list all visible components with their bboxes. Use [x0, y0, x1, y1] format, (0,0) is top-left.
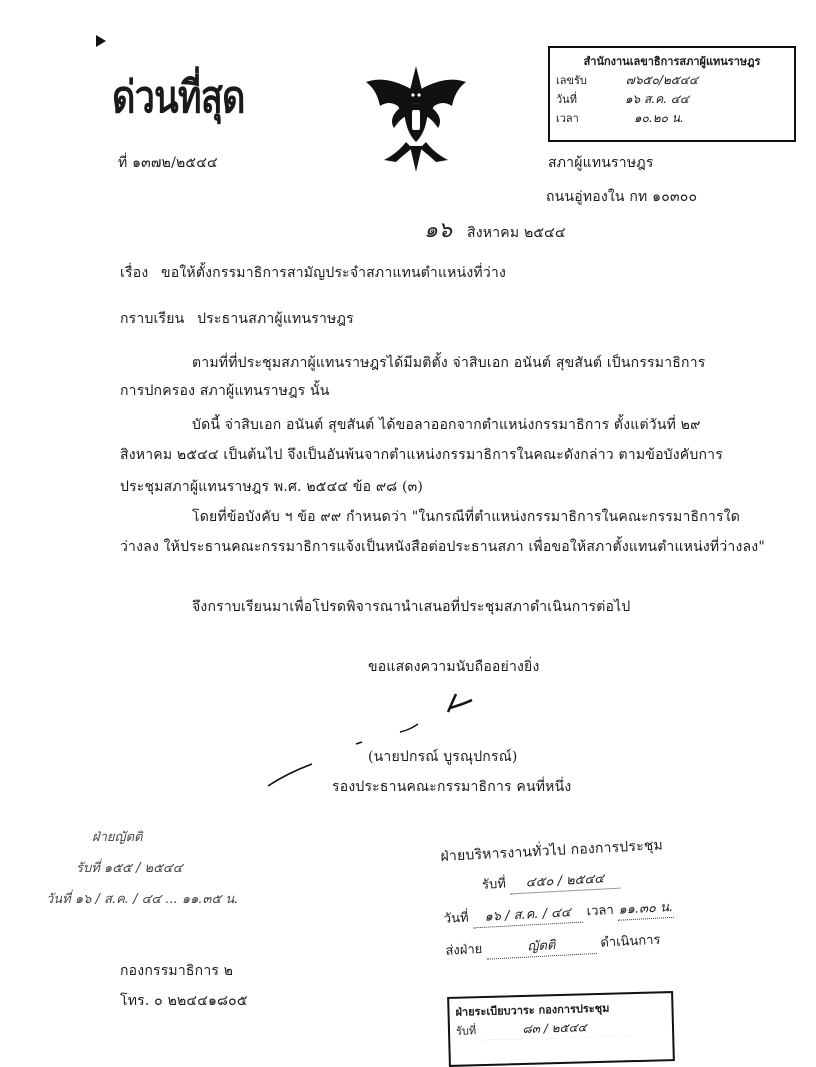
receipt-stamp-time-label: เวลา	[556, 112, 579, 125]
subject-label: เรื่อง	[120, 265, 149, 281]
paragraph-1-line-1: ตามที่ที่ประชุมสภาผู้แทนราษฎรได้มีมติตั้ง จ่าสิบเอก อนันต์ สุขสันต์ เป็นกรรมาธิการ	[192, 355, 706, 371]
subject-text: ขอให้ตั้งกรรมาธิการสามัญประจำสภาแทนตำแหน่งที่ว่าง	[161, 265, 507, 281]
paragraph-3-line-1: โดยที่ข้อบังคับ ฯ ข้อ ๙๙ กำหนดว่า "ในกรณีที่ตำแหน่งกรรมาธิการในคณะกรรมาธิการใด	[192, 509, 741, 525]
signer-name: (นายปกรณ์ บูรณุปกรณ์)	[368, 749, 518, 765]
right-annotation-date-label: วันที่	[443, 910, 469, 927]
subject-line	[120, 262, 506, 284]
date-month-year: สิงหาคม ๒๕๔๔	[467, 225, 566, 241]
paragraph-2-line-1: บัดนี้ จ่าสิบเอก อนันต์ สุขสันต์ ได้ขอลาออกจากตำแหน่งกรรมาธิการ ตั้งแต่วันที่ ๒๙	[192, 417, 701, 433]
paragraph-3-line-2: ว่างลง ให้ประธานคณะกรรมาธิการแจ้งเป็นหนังสือต่อประธานสภา เพื่อขอให้สภาตั้งแทนตำแหน่งที่ว่างลง"	[120, 539, 765, 555]
urgency-title: ด่วนที่สุด	[112, 72, 245, 123]
left-annotation-line-3: วันที่ ๑๖ / ส.ค. / ๔๔ ... ๑๑.๓๕ น.	[46, 892, 239, 907]
org-address: ถนนอู่ทองใน กท ๑๐๓๐๐	[546, 189, 698, 205]
right-annotation-no-label: รับที่	[481, 876, 507, 893]
agenda-stamp-no-label: รับที่	[455, 1024, 477, 1038]
right-annotation-line-1: ฝ่ายบริหารงานทั่วไป กองการประชุม	[440, 837, 664, 865]
receipt-stamp-date-value: ๑๖ ส.ค. ๔๔	[577, 90, 737, 109]
paragraph-4: จึงกราบเรียนมาเพื่อโปรดพิจารณานำเสนอที่ประชุมสภาดำเนินการต่อไป	[192, 599, 631, 615]
right-annotation-time-label: เวลา	[586, 903, 615, 920]
date-day: ๑๖	[424, 218, 452, 243]
salutation-line	[120, 308, 354, 330]
agenda-stamp-title: ฝ่ายระเบียบวาระ กองการประชุม	[455, 1001, 610, 1019]
left-annotation	[46, 826, 238, 909]
left-annotation-line-1: ฝ่ายญัตติ	[92, 830, 143, 845]
right-annotation-date-value: ๑๖ / ส.ค. / ๔๔	[472, 901, 583, 929]
paragraph-2-line-3: ประชุมสภาผู้แทนราษฎร พ.ศ. ๒๕๔๔ ข้อ ๙๘ (๓)	[120, 479, 424, 495]
paragraph-2-line-2: สิงหาคม ๒๕๔๔ เป็นต้นไป จึงเป็นอันพ้นจากตำแหน่งกรรมาธิการในคณะดังกล่าว ตามข้อบังคับการ	[120, 447, 723, 463]
paragraph-1-line-2: การปกครอง สภาผู้แทนราษฎร นั้น	[120, 383, 330, 399]
receipt-stamp-no-value: ๗๖๕๐/๒๕๔๔	[587, 71, 737, 90]
footer-phone: โทร. ๐ ๒๒๔๔๑๘๐๕	[120, 993, 248, 1009]
right-annotation-time-value: ๑๑.๓๐ น.	[617, 896, 674, 921]
salutation-text: ประธานสภาผู้แทนราษฎร	[197, 311, 354, 327]
receipt-stamp-no-label: เลขรับ	[556, 74, 587, 87]
signer-title: รองประธานคณะกรรมาธิการ คนที่หนึ่ง	[332, 779, 572, 795]
right-annotation-send-value: ญัตติ	[486, 932, 597, 960]
receipt-stamp-time-value: ๑๐.๒๐ น.	[579, 109, 739, 128]
receipt-stamp	[548, 46, 796, 142]
bullet-arrow-icon	[96, 32, 106, 51]
right-annotation-send-label: ส่งฝ่าย	[445, 941, 483, 959]
receipt-stamp-org: สำนักงานเลขาธิการสภาผู้แทนราษฎร	[583, 55, 761, 68]
salutation-label: กราบเรียน	[120, 311, 185, 327]
receipt-stamp-date-label: วันที่	[556, 93, 577, 106]
footer-unit: กองกรรมาธิการ ๒	[120, 963, 234, 979]
left-annotation-line-2: รับที่ ๑๕๕ / ๒๕๔๔	[76, 861, 183, 876]
agenda-stamp-no-value: ๘๓ / ๒๕๔๔	[479, 1017, 629, 1041]
closing-phrase: ขอแสดงความนับถืออย่างยิ่ง	[368, 659, 540, 675]
right-annotation-send-suffix: ดำเนินการ	[600, 932, 661, 951]
right-annotation	[440, 834, 676, 962]
document-date	[424, 212, 566, 247]
document-number: ที่ ๑๓๗๒/๒๕๔๔	[118, 155, 218, 171]
right-annotation-no-value: ๔๕๐ / ๒๕๔๔	[509, 867, 620, 895]
garuda-emblem-icon	[360, 62, 472, 178]
org-name: สภาผู้แทนราษฎร	[548, 155, 654, 171]
